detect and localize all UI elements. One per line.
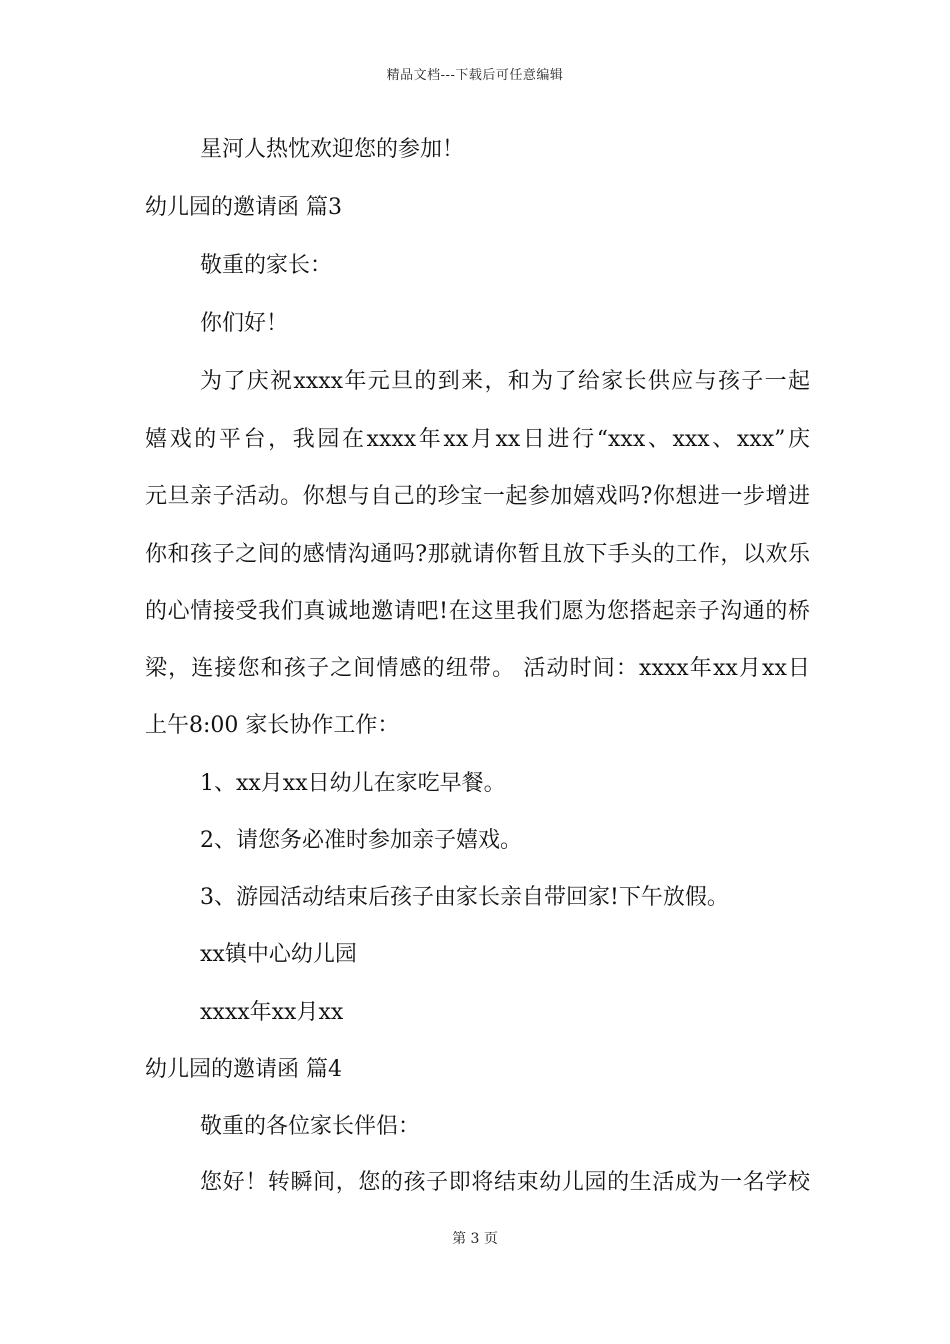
body-paragraph-line: 嬉戏的平台，我园在xxxx年xx月xx日进行“xxx、xxx、xxx”庆 [145, 427, 810, 452]
salutation-parents: 敬重的各位家长伴侣： [200, 1114, 421, 1139]
section-heading-3: 幼儿园的邀请函 篇3 [145, 195, 342, 220]
list-item: 2、请您务必准时参加亲子嬉戏。 [200, 828, 522, 853]
body-paragraph-line: 上午8:00 家长协作工作： [145, 713, 400, 738]
section-heading-4: 幼儿园的邀请函 篇4 [145, 1057, 342, 1082]
list-item: 3、游园活动结束后孩子由家长亲自带回家!下午放假。 [200, 885, 729, 910]
salutation-parents: 敬重的家长： [200, 253, 333, 278]
closing-welcome-line: 星河人热忱欢迎您的参加！ [200, 137, 465, 162]
signature-date: xxxx年xx月xx [200, 1000, 344, 1025]
body-paragraph-line: 您好！转瞬间，您的孩子即将结束幼儿园的生活成为一名学校 [200, 1170, 810, 1195]
list-item: 1、xx月xx日幼儿在家吃早餐。 [200, 771, 506, 796]
page-header: 精品文档---下载后可任意编辑 [386, 68, 564, 83]
body-paragraph-line: 梁，连接您和孩子之间情感的纽带。 活动时间：xxxx年xx月xx日 [145, 656, 810, 681]
body-paragraph-line: 的心情接受我们真诚地邀请吧!在这里我们愿为您搭起亲子沟通的桥 [145, 599, 810, 624]
greeting-line: 你们好！ [200, 311, 289, 336]
body-paragraph-line: 元旦亲子活动。你想与自己的珍宝一起参加嬉戏吗?你想进一步增进 [145, 484, 810, 509]
page-number: 第 3 页 [452, 1231, 498, 1247]
signature-school: xx镇中心幼儿园 [200, 942, 357, 967]
body-paragraph-line: 你和孩子之间的感情沟通吗?那就请你暂且放下手头的工作，以欢乐 [145, 542, 810, 567]
body-paragraph-line: 为了庆祝xxxx年元旦的到来，和为了给家长供应与孩子一起 [200, 369, 810, 394]
